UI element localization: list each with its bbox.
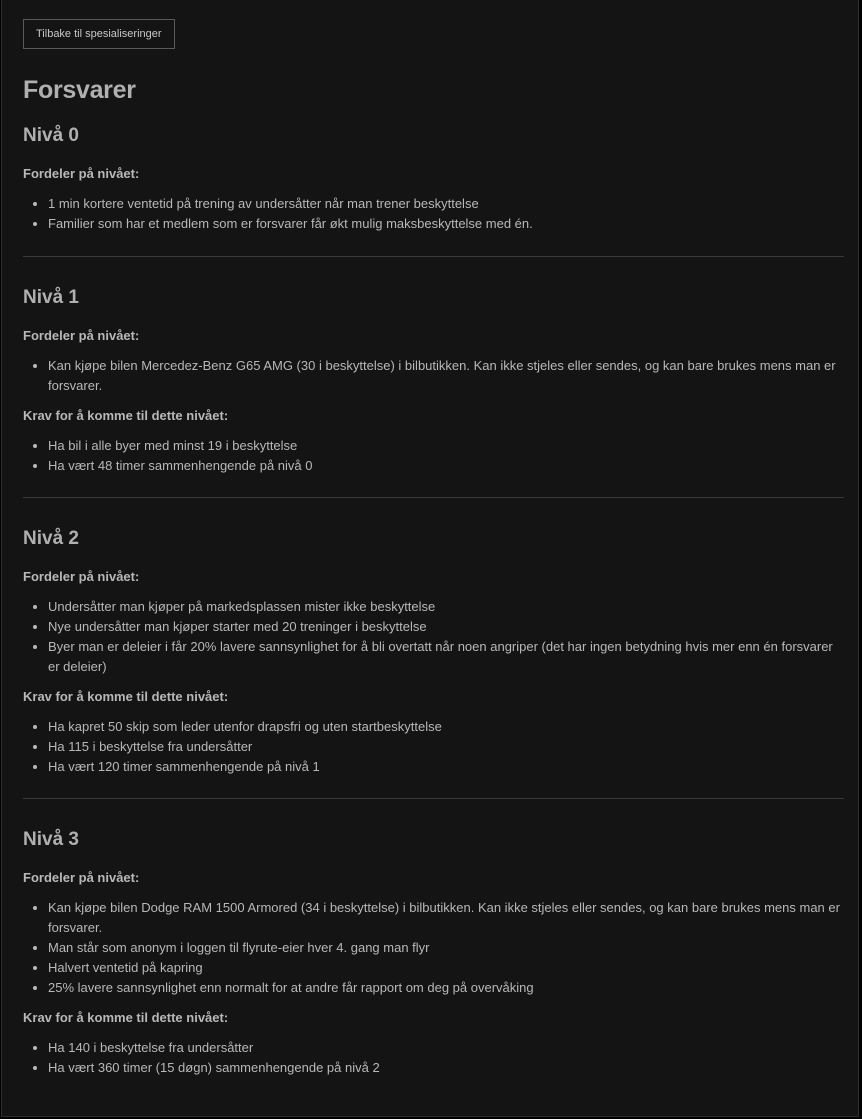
list-item: • Ha vært 360 timer (15 døgn) sammenhengende på nivå 2 — [48, 1058, 844, 1078]
list-item: • Ha 115 i beskyttelse fra undersåtter — [48, 737, 844, 757]
level-3-section — [23, 799, 844, 1078]
benefits-label: Fordeler på nivået: — [23, 870, 140, 885]
level-title: Nivå 3 — [23, 829, 79, 850]
list-item: • Kan kjøpe bilen Dodge RAM 1500 Armored (34 i beskyttelse) i bilbutikken. Kan ikke stjeles eller sendes, og kan bare brukes mens man er forsvarer. — [48, 898, 844, 938]
list-item: • 25% lavere sannsynlighet enn normalt for at andre får rapport om deg på overvåking — [48, 978, 844, 998]
level-0-section — [23, 124, 844, 257]
list-item: • Ha vært 120 timer sammenhengende på nivå 1 — [48, 757, 844, 777]
benefits-list — [23, 597, 844, 677]
level-2-section — [23, 498, 844, 799]
requirements-label: Krav for å komme til dette nivået: — [23, 689, 229, 704]
list-item: • Byer man er deleier i får 20% lavere sannsynlighet for å bli overtatt når noen angriper (det har ingen betydning hvis mer enn én forsvarer er deleier) — [48, 637, 844, 677]
benefits-label: Fordeler på nivået: — [23, 569, 140, 584]
list-item: • Ha 140 i beskyttelse fra undersåtter — [48, 1038, 844, 1058]
list-item: • Familier som har et medlem som er forsvarer får økt mulig maksbeskyttelse med én. — [48, 214, 844, 234]
list-item: • Ha kapret 50 skip som leder utenfor drapsfri og uten startbeskyttelse — [48, 717, 844, 737]
level-title: Nivå 0 — [23, 125, 79, 146]
requirements-list — [23, 717, 844, 777]
list-item: • Halvert ventetid på kapring — [48, 958, 844, 978]
level-title: Nivå 1 — [23, 287, 79, 308]
requirements-label: Krav for å komme til dette nivået: — [23, 408, 229, 423]
benefits-list — [23, 356, 844, 396]
list-item: • Man står som anonym i loggen til flyrute-eier hver 4. gang man flyr — [48, 938, 844, 958]
benefits-list — [23, 898, 844, 998]
requirements-list — [23, 1038, 844, 1078]
list-item: • Ha vært 48 timer sammenhengende på nivå 0 — [48, 456, 844, 476]
list-item: • Undersåtter man kjøper på markedsplassen mister ikke beskyttelse — [48, 597, 844, 617]
benefits-label: Fordeler på nivået: — [23, 328, 140, 343]
benefits-list — [23, 194, 844, 234]
list-item: • Kan kjøpe bilen Mercedez-Benz G65 AMG (30 i beskyttelse) i bilbutikken. Kan ikke stjeles eller sendes, og kan bare brukes mens man er forsvarer. — [48, 356, 844, 396]
main-panel — [1, 0, 859, 1117]
requirements-label: Krav for å komme til dette nivået: — [23, 1010, 229, 1025]
list-item: • Nye undersåtter man kjøper starter med 20 treninger i beskyttelse — [48, 617, 844, 637]
list-item: • Ha bil i alle byer med minst 19 i beskyttelse — [48, 436, 844, 456]
content — [23, 19, 844, 1078]
requirements-list — [23, 436, 844, 476]
level-1-section — [23, 257, 844, 498]
back-to-specializations-button[interactable]: Tilbake til spesialiseringer — [23, 19, 175, 49]
benefits-label: Fordeler på nivået: — [23, 166, 140, 181]
page-title: Forsvarer — [23, 76, 136, 104]
list-item: • 1 min kortere ventetid på trening av undersåtter når man trener beskyttelse — [48, 194, 844, 214]
level-title: Nivå 2 — [23, 528, 79, 549]
